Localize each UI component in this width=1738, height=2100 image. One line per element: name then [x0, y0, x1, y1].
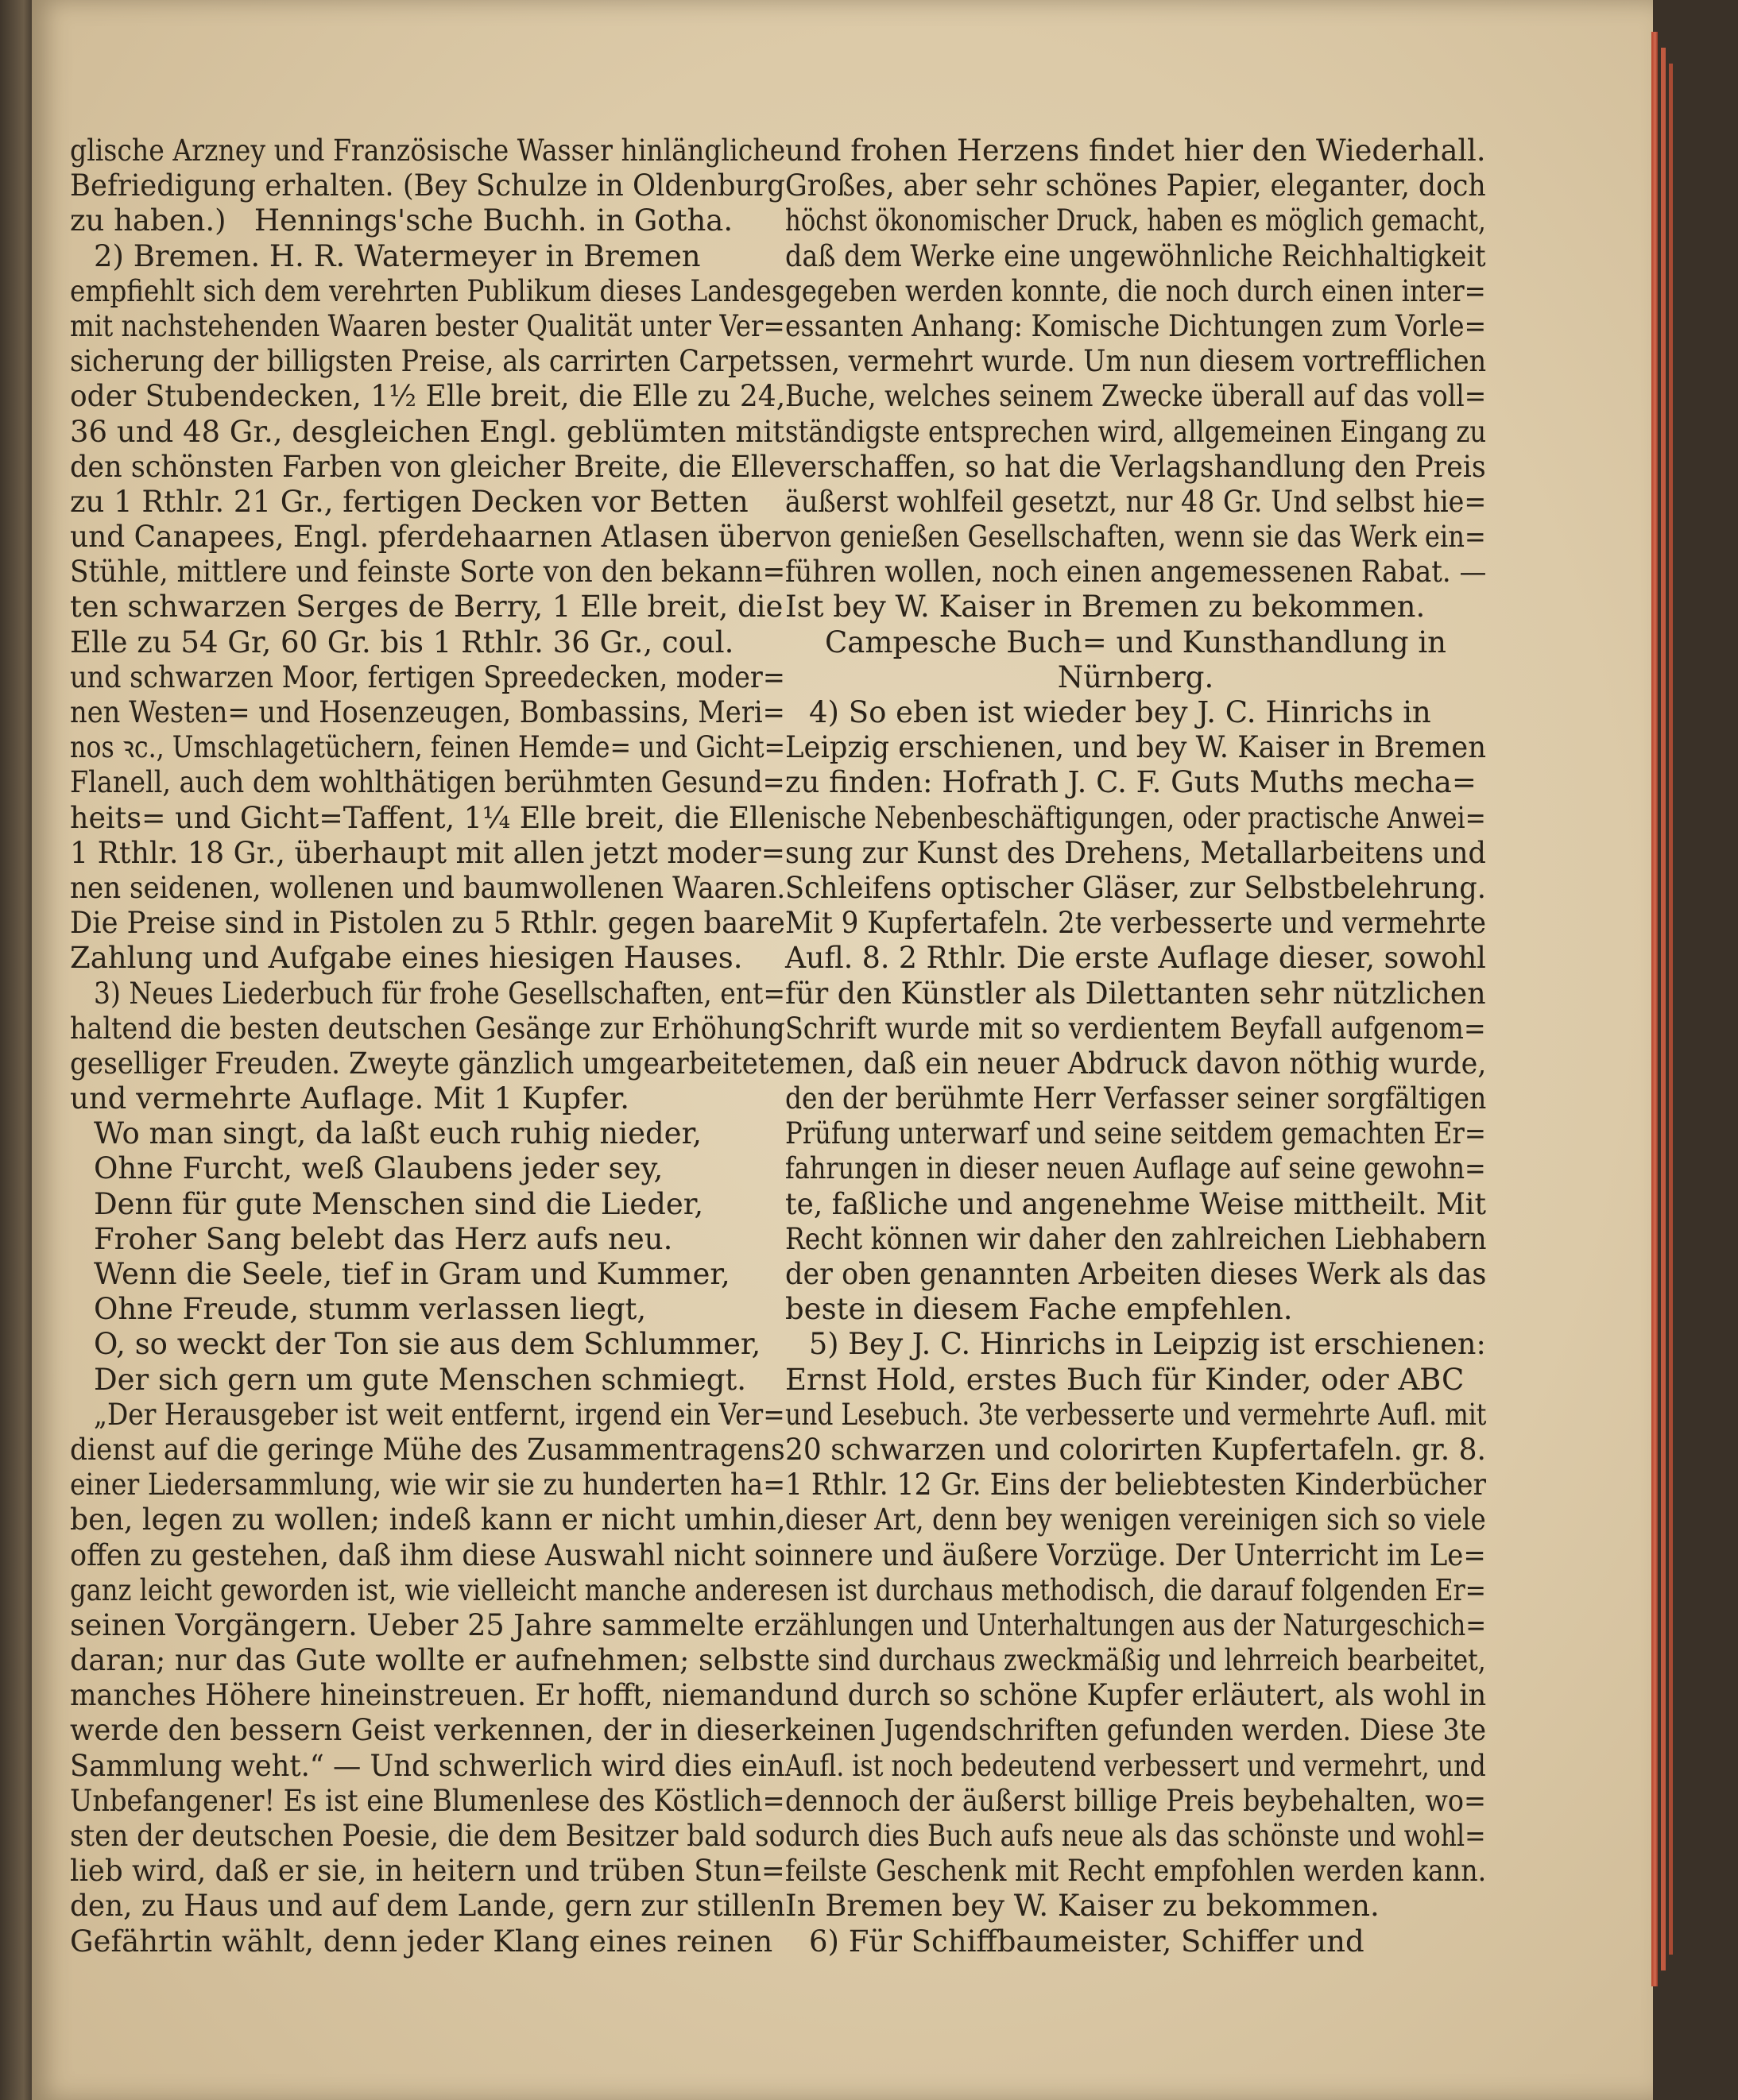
text-line: durch dies Buch aufs neue als das schönste und wohl=	[785, 1819, 1486, 1853]
text-line: und frohen Herzens findet hier den Wiederhall.	[785, 133, 1486, 168]
text-line: ganz leicht geworden ist, wie vielleicht manche andere	[70, 1572, 785, 1607]
text-line: Der sich gern um gute Menschen schmiegt.	[94, 1362, 747, 1397]
page-edge	[1669, 64, 1673, 1955]
text-line: von genießen Gesellschaften, wenn sie das Werk ein=	[785, 520, 1486, 555]
text-line: und Canapees, Engl. pferdehaarnen Atlasen über	[70, 520, 786, 555]
text-line: und schwarzen Moor, fertigen Spreedecken, moder=	[70, 659, 785, 694]
text-line: te, faßliche und angenehme Weise mittheilt. Mit	[785, 1186, 1486, 1221]
text-line: den, zu Haus und auf dem Lande, gern zur stillen	[70, 1889, 786, 1924]
text-line: Recht können wir daher den zahlreichen Liebhabern	[785, 1221, 1487, 1256]
text-line: ten schwarzen Serges de Berry, 1 Elle breit, die	[70, 590, 784, 625]
text-line: gegeben werden konnte, die noch durch einen inter=	[785, 273, 1486, 308]
right-column	[785, 133, 1486, 1959]
text-line: 1 Rthlr. 18 Gr., überhaupt mit allen jetzt moder=	[70, 835, 786, 870]
text-line: haltend die besten deutschen Gesänge zur Erhöhung	[70, 1011, 785, 1046]
text-line: zu 1 Rthlr. 21 Gr., fertigen Decken vor Betten	[70, 484, 749, 519]
text-line: empfiehlt sich dem verehrten Publikum dieses Landes	[70, 273, 785, 308]
text-line: Großes, aber sehr schönes Papier, eleganter, doch	[785, 168, 1486, 203]
text-line: Schleifens optischer Gläser, zur Selbstbelehrung.	[785, 870, 1486, 905]
text-line: Ohne Furcht, weß Glaubens jeder sey,	[94, 1151, 664, 1186]
text-line: Schrift wurde mit so verdientem Beyfall aufgenom=	[785, 1011, 1486, 1046]
text-line: O, so weckt der Ton sie aus dem Schlummer,	[94, 1327, 761, 1362]
text-line: höchst ökonomischer Druck, haben es möglich gemacht,	[785, 203, 1486, 238]
text-line: Ernst Hold, erstes Buch für Kinder, oder ABC	[785, 1362, 1465, 1397]
text-line: offen zu gestehen, daß ihm diese Auswahl nicht so	[70, 1537, 786, 1572]
text-line: sen ist durchaus methodisch, die darauf folgenden Er=	[785, 1572, 1486, 1607]
text-line: essanten Anhang: Komische Dichtungen zum Vorle=	[785, 308, 1487, 343]
text-line: 1 Rthlr. 12 Gr. Eins der beliebtesten Kinderbücher	[785, 1468, 1486, 1502]
text-line: nos ꝛc., Umschlagetüchern, feinen Hemde= und Gicht=	[70, 730, 786, 765]
text-line: äußerst wohlfeil gesetzt, nur 48 Gr. Und selbst hie=	[785, 484, 1487, 519]
text-line: Aufl. 8. 2 Rthlr. Die erste Auflage dieser, sowohl	[785, 941, 1486, 976]
text-line: Buche, welches seinem Zwecke überall auf das voll=	[785, 379, 1487, 414]
text-line: nen seidenen, wollenen und baumwollenen Waaren.	[70, 870, 786, 905]
text-line: der oben genannten Arbeiten dieses Werk als das	[785, 1257, 1487, 1291]
text-line: Gefährtin wählt, denn jeder Klang eines reinen	[70, 1924, 773, 1959]
text-line: glische Arzney und Französische Wasser hinlängliche	[70, 133, 786, 168]
text-line: verschaffen, so hat die Verlagshandlung den Preis	[785, 449, 1486, 484]
text-line: dennoch der äußerst billige Preis beybehalten, wo=	[785, 1783, 1486, 1818]
text-line: In Bremen bey W. Kaiser zu bekommen.	[785, 1889, 1380, 1924]
text-line: men, daß ein neuer Abdruck davon nöthig wurde,	[785, 1046, 1487, 1081]
text-line: lieb wird, daß er sie, in heitern und trüben Stun=	[70, 1854, 785, 1889]
text-line: Campesche Buch= und Kunsthandlung in	[824, 625, 1447, 659]
text-line: Stühle, mittlere und feinste Sorte von den bekann=	[70, 555, 786, 590]
text-line: daran; nur das Gute wollte er aufnehmen; selbst	[70, 1643, 785, 1678]
text-line: Denn für gute Menschen sind die Lieder,	[94, 1186, 704, 1221]
text-line: fahrungen in dieser neuen Auflage auf seine gewohn=	[785, 1151, 1486, 1186]
text-line: den schönsten Farben von gleicher Breite, die Elle	[70, 449, 785, 484]
text-line: 2) Bremen. H. R. Watermeyer in Bremen	[94, 238, 701, 273]
text-line: oder Stubendecken, 1½ Elle breit, die Elle zu 24,	[70, 379, 786, 414]
text-line: dienst auf die geringe Mühe des Zusammentragens	[70, 1432, 785, 1467]
text-line: heits= und Gicht=Taffent, 1¼ Elle breit, die Elle	[70, 800, 786, 835]
text-line: führen wollen, noch einen angemessenen Rabat. —	[785, 555, 1487, 590]
text-line: Wenn die Seele, tief in Gram und Kummer,	[94, 1257, 730, 1291]
text-line: Ist bey W. Kaiser in Bremen zu bekommen.	[785, 590, 1426, 625]
text-line: „Der Herausgeber ist weit entfernt, irgend ein Ver=	[94, 1397, 785, 1432]
text-line: Leipzig erschienen, und bey W. Kaiser in Bremen	[785, 730, 1487, 765]
text-line: für den Künstler als Dilettanten sehr nützlichen	[785, 976, 1486, 1011]
page-edge	[1661, 48, 1666, 1970]
text-line: einer Liedersammlung, wie wir sie zu hunderten ha=	[70, 1468, 786, 1502]
text-line: werde den bessern Geist verkennen, der in dieser	[70, 1713, 785, 1748]
text-line: und vermehrte Auflage. Mit 1 Kupfer.	[70, 1081, 629, 1116]
text-line: feilste Geschenk mit Recht empfohlen werden kann.	[785, 1854, 1487, 1889]
text-line: sung zur Kunst des Drehens, Metallarbeitens und	[785, 835, 1486, 870]
text-line: Elle zu 54 Gr, 60 Gr. bis 1 Rthlr. 36 Gr., coul.	[70, 625, 734, 659]
text-line: Prüfung unterwarf und seine seitdem gemachten Er=	[785, 1116, 1486, 1151]
text-line: Sammlung weht.“ — Und schwerlich wird dies ein	[70, 1748, 785, 1783]
text-line: Flanell, auch dem wohlthätigen berühmten Gesund=	[70, 765, 785, 800]
text-line: 36 und 48 Gr., desgleichen Engl. geblümten mit	[70, 414, 785, 449]
text-line: Unbefangener! Es ist eine Blumenlese des Köstlich=	[70, 1783, 785, 1818]
text-line: Die Preise sind in Pistolen zu 5 Rthlr. gegen baare	[70, 906, 785, 941]
text-line: 6) Für Schiffbaumeister, Schiffer und	[809, 1924, 1364, 1959]
text-line: dieser Art, denn bey wenigen vereinigen sich so viele	[785, 1502, 1486, 1537]
text-line: ben, legen zu wollen; indeß kann er nicht umhin,	[70, 1502, 786, 1537]
text-line: Mit 9 Kupfertafeln. 2te verbesserte und vermehrte	[785, 906, 1487, 941]
text-line: mit nachstehenden Waaren bester Qualität unter Ver=	[70, 308, 785, 343]
text-line: Nürnberg.	[1057, 659, 1214, 694]
text-line: Befriedigung erhalten. (Bey Schulze in Oldenburg	[70, 168, 785, 203]
text-line: sen, vermehrt wurde. Um nun diesem vortrefflichen	[785, 344, 1487, 379]
text-line: 3) Neues Liederbuch für frohe Gesellschaften, ent=	[94, 976, 786, 1011]
text-line: 20 schwarzen und colorirten Kupfertafeln. gr. 8.	[785, 1432, 1487, 1467]
text-line: nische Nebenbeschäftigungen, oder practische Anwei=	[785, 800, 1486, 835]
text-line: manches Höhere hineinstreuen. Er hofft, niemand	[70, 1678, 785, 1713]
text-line: sten der deutschen Poesie, die dem Besitzer bald so	[70, 1819, 785, 1853]
text-line: Aufl. ist noch bedeutend verbessert und vermehrt, und	[785, 1748, 1486, 1783]
text-line: und durch so schöne Kupfer erläutert, als wohl in	[785, 1678, 1487, 1713]
left-column	[70, 133, 785, 1959]
text-line: nen Westen= und Hosenzeugen, Bombassins, Meri=	[70, 695, 785, 729]
text-line: Ohne Freude, stumm verlassen liegt,	[94, 1292, 647, 1327]
text-line: zu haben.) Hennings'sche Buchh. in Gotha.	[70, 203, 734, 238]
page-edge	[1651, 32, 1658, 1986]
text-line: den der berühmte Herr Verfasser seiner sorgfältigen	[785, 1081, 1487, 1116]
text-line: 4) So eben ist wieder bey J. C. Hinrichs in	[809, 695, 1431, 729]
text-line: seinen Vorgängern. Ueber 25 Jahre sammelte er	[70, 1607, 785, 1642]
text-line: Zahlung und Aufgabe eines hiesigen Hauses.	[70, 941, 743, 976]
text-line: innere und äußere Vorzüge. Der Unterricht im Le=	[785, 1537, 1486, 1572]
text-line: ständigste entsprechen wird, allgemeinen Eingang zu	[785, 414, 1487, 449]
text-line: te sind durchaus zweckmäßig und lehrreich bearbeitet,	[785, 1643, 1486, 1678]
text-line: geselliger Freuden. Zweyte gänzlich umgearbeitete	[70, 1046, 785, 1081]
text-line: zählungen und Unterhaltungen aus der Naturgeschich=	[785, 1607, 1487, 1642]
text-line: sicherung der billigsten Preise, als carrirten Carpets	[70, 344, 786, 379]
text-line: zu finden: Hofrath J. C. F. Guts Muths mecha=	[785, 765, 1477, 800]
text-line: daß dem Werke eine ungewöhnliche Reichhaltigkeit	[785, 238, 1486, 273]
text-line: keinen Jugendschriften gefunden werden. Diese 3te	[785, 1713, 1486, 1748]
text-line: 5) Bey J. C. Hinrichs in Leipzig ist erschienen:	[809, 1327, 1486, 1362]
text-line: Froher Sang belebt das Herz aufs neu.	[94, 1221, 673, 1256]
text-line: beste in diesem Fache empfehlen.	[785, 1292, 1293, 1327]
text-line: Wo man singt, da laßt euch ruhig nieder,	[94, 1116, 702, 1151]
text-line: und Lesebuch. 3te verbesserte und vermehrte Aufl. mit	[785, 1397, 1487, 1432]
